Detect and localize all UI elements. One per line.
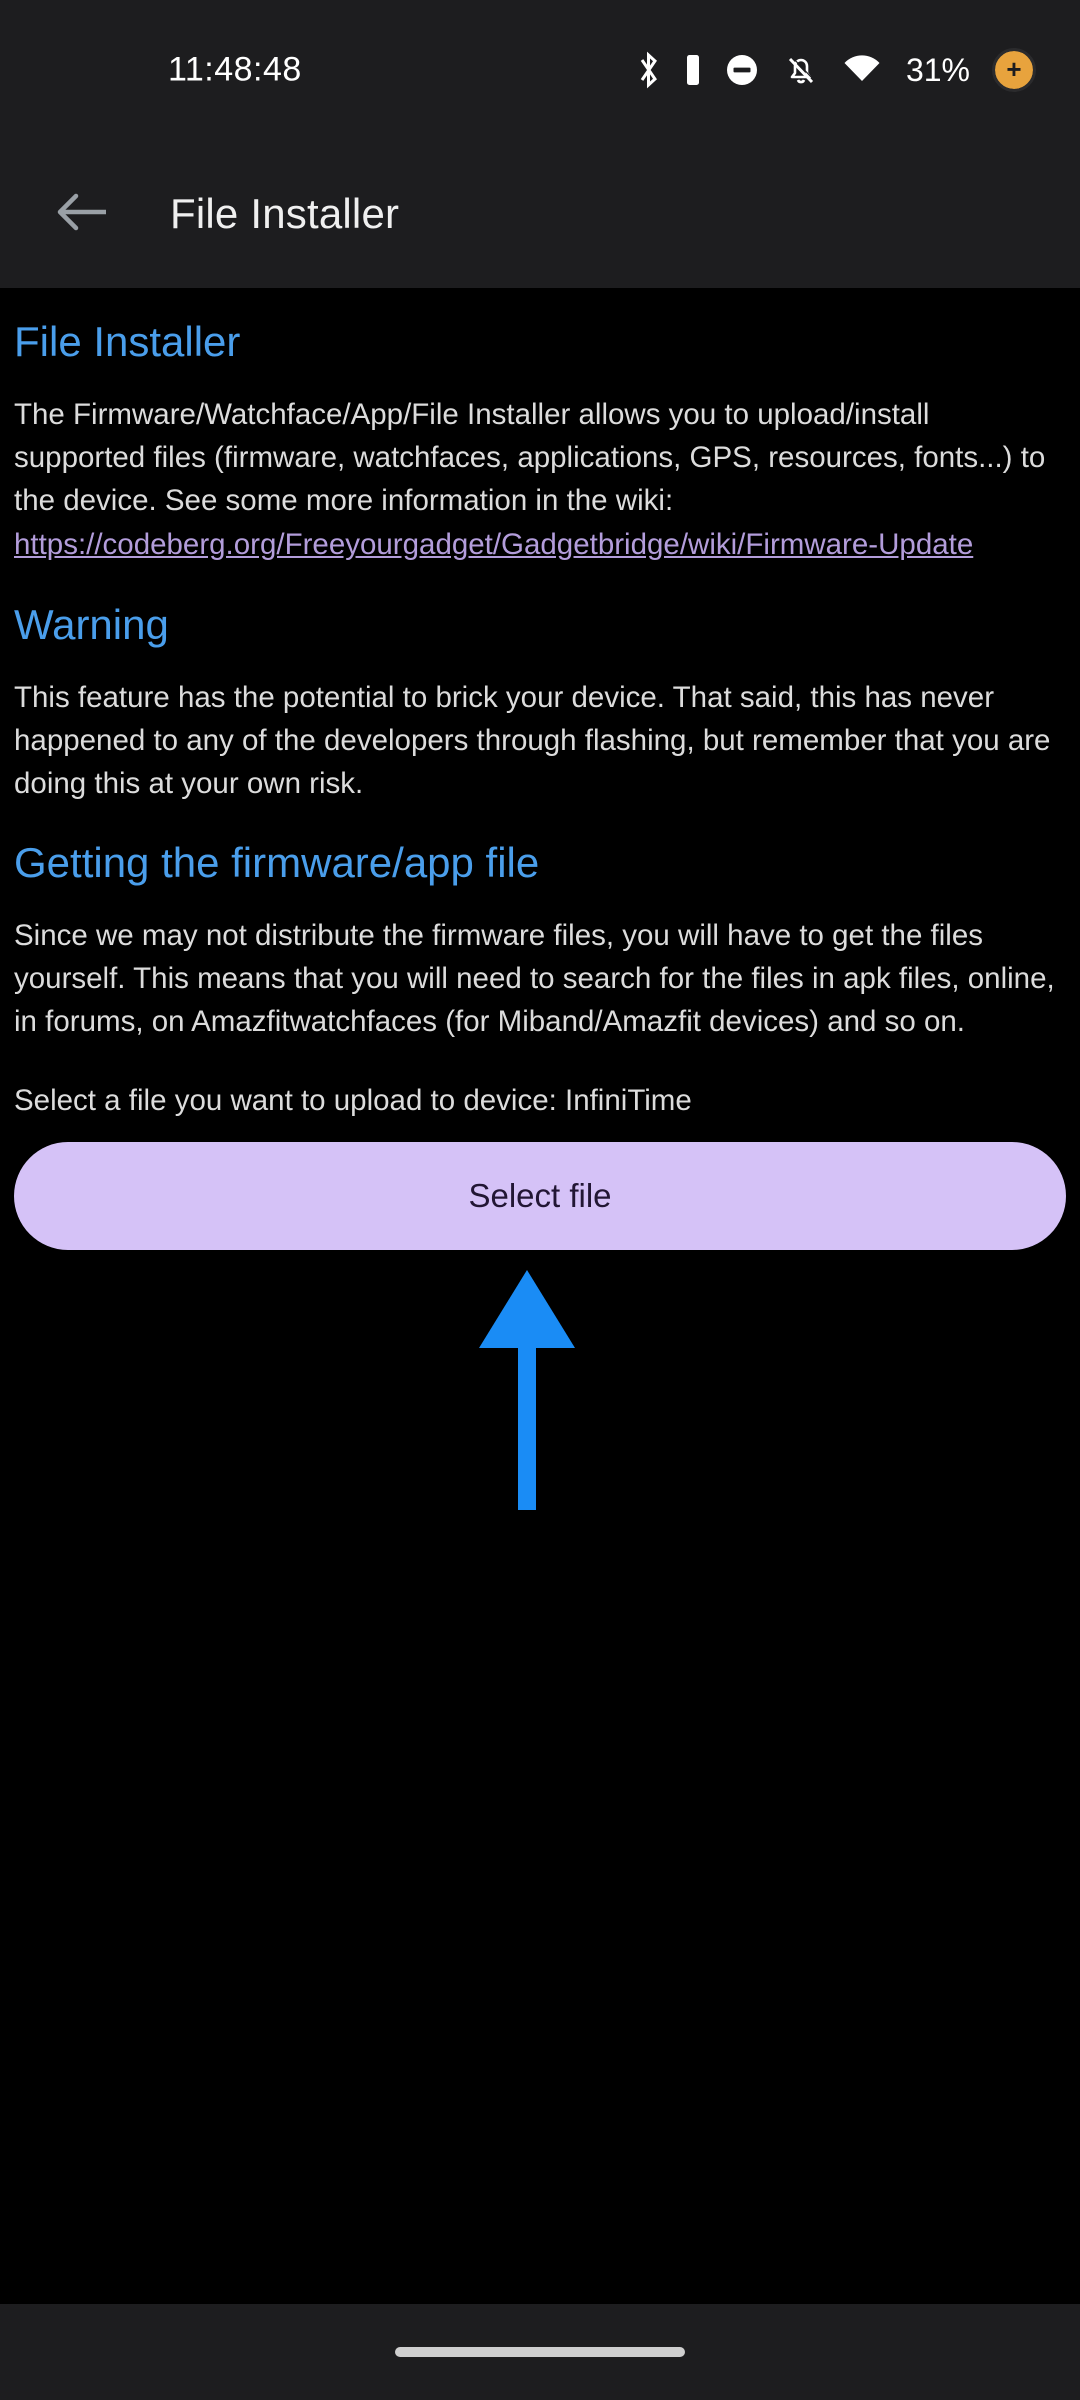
status-icon-group — [636, 48, 1036, 92]
select-file-button[interactable]: Select file — [14, 1142, 1066, 1250]
status-bar — [0, 0, 1080, 140]
wifi-icon — [842, 53, 882, 87]
status-clock: 11:48:48 — [168, 50, 302, 89]
heading-file-installer: File Installer — [14, 318, 241, 365]
bluetooth-icon — [636, 50, 662, 90]
profile-badge-icon — [992, 48, 1036, 92]
profile-badge-glyph: + — [1006, 54, 1022, 84]
app-bar — [0, 140, 1080, 288]
heading-warning: Warning — [14, 601, 169, 649]
heading-getting-firmware: Getting the firmware/app file — [14, 839, 540, 887]
intro-paragraph: The Firmware/Watchface/App/File Installer allows you to upload/install supported files (firmware, watchfaces, applications, GPS, resources, fonts...) to the device. See some more information in the wiki: — [14, 398, 1046, 517]
back-button[interactable] — [48, 180, 116, 248]
page-title: File Installer — [170, 190, 400, 237]
notifications-muted-icon — [782, 51, 820, 89]
do-not-disturb-icon — [724, 52, 760, 88]
warning-paragraph: This feature has the potential to brick your device. That said, this has never happened to any of the developers through flashing, but remember that you are doing this at your own risk. — [14, 681, 1051, 800]
back-arrow-icon — [54, 190, 110, 239]
wiki-link[interactable]: https://codeberg.org/Freeyourgadget/Gadgetbridge/wiki/Firmware-Update — [14, 528, 974, 562]
home-gesture-pill[interactable] — [395, 2347, 685, 2357]
main-content — [0, 318, 1080, 1250]
battery-percent-label: 31% — [905, 51, 970, 88]
select-file-label: Select a file you want to upload to device: InfiniTime — [14, 1083, 692, 1117]
system-nav-bar — [0, 2304, 1080, 2400]
annotation-arrow — [0, 1270, 1080, 1510]
battery-small-icon — [684, 53, 702, 87]
getting-firmware-paragraph: Since we may not distribute the firmware files, you will have to get the files yourself. This means that you will need to search for the files in apk files, online, in forums, on Amazfitwatchfaces (for Miband/Amazfit devices) and so on. — [14, 919, 1055, 1038]
